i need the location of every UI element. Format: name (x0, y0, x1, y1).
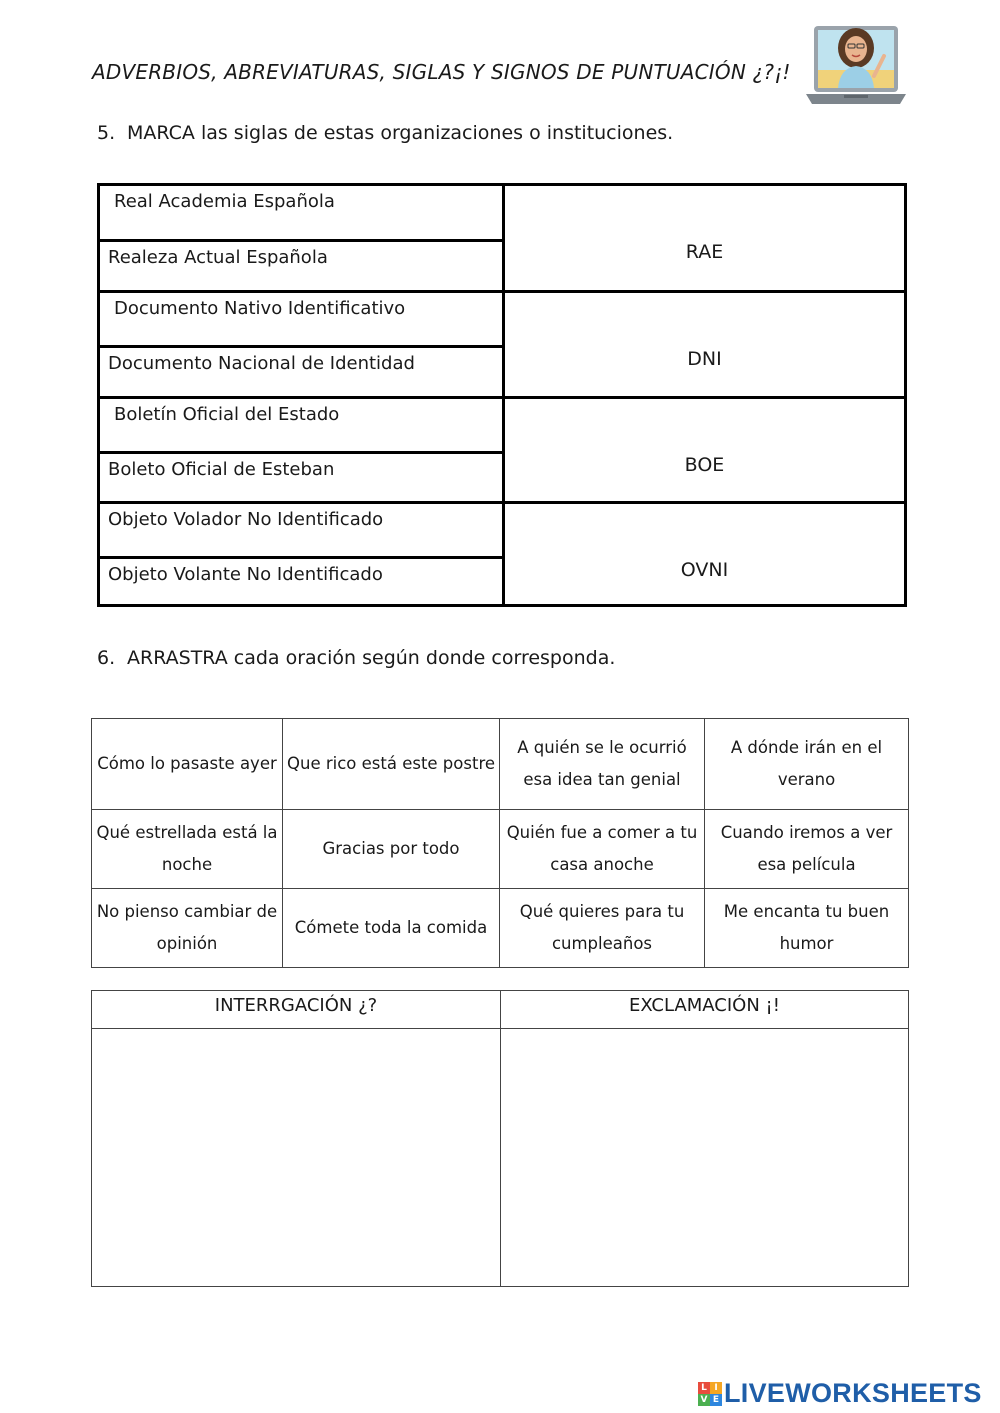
column-divider (502, 186, 505, 604)
worksheet-title: ADVERBIOS, ABREVIATURAS, SIGLAS Y SIGNOS DE PUNTUACIÓN ¿?¡! (92, 60, 791, 84)
drop-zone-interrogation[interactable] (92, 1029, 501, 1287)
option-cell[interactable]: Documento Nacional de Identidad (100, 345, 502, 397)
table-row (92, 719, 909, 810)
table-row (92, 889, 909, 968)
draggable-sentence[interactable]: A dónde irán en el verano (705, 719, 909, 810)
sentence-bank (91, 718, 909, 968)
teacher-avatar-laptop-icon (804, 16, 908, 112)
option-cell[interactable]: Objeto Volante No Identificado (100, 556, 502, 608)
option-cell[interactable]: Realeza Actual Española (100, 239, 502, 292)
draggable-sentence[interactable]: Qué quieres para tu cumpleaños (500, 889, 705, 968)
acronym-label: RAE (685, 241, 724, 263)
question-number: 6. (97, 647, 116, 669)
question-5-instruction (97, 122, 673, 144)
option-cell[interactable]: Objeto Volador No Identificado (108, 509, 384, 530)
question-6-instruction (97, 647, 615, 669)
draggable-sentence[interactable]: Cómete toda la comida (283, 889, 500, 968)
question-number: 5. (97, 122, 116, 144)
draggable-sentence[interactable]: Gracias por todo (283, 810, 500, 889)
acronym-choice-table (97, 183, 907, 607)
logo-mark-icon: L I V E (698, 1382, 722, 1406)
draggable-sentence[interactable]: Cómo lo pasaste ayer (92, 719, 283, 810)
acronym-label: DNI (687, 348, 722, 370)
draggable-sentence[interactable]: A quién se le ocurrió esa idea tan genial (500, 719, 705, 810)
instruction-text: MARCA las siglas de estas organizaciones o instituciones. (127, 122, 674, 144)
draggable-sentence[interactable]: Que rico está este postre (283, 719, 500, 810)
drop-zone-exclamation[interactable] (501, 1029, 909, 1287)
acronym-label: OVNI (680, 559, 729, 581)
classification-table (91, 990, 909, 1287)
column-header-interrogation: INTERRGACIÓN ¿? (92, 991, 501, 1029)
draggable-sentence[interactable]: Cuando iremos a ver esa película (705, 810, 909, 889)
option-cell[interactable]: Real Academia Española (114, 191, 335, 212)
liveworksheets-logo (698, 1378, 982, 1409)
draggable-sentence[interactable]: Qué estrellada está la noche (92, 810, 283, 889)
draggable-sentence[interactable]: Me encanta tu buen humor (705, 889, 909, 968)
instruction-text: ARRASTRA cada oración según donde corresponda. (127, 647, 616, 669)
table-row (92, 810, 909, 889)
option-cell[interactable]: Boletín Oficial del Estado (114, 404, 340, 425)
draggable-sentence[interactable]: No pienso cambiar de opinión (92, 889, 283, 968)
option-cell[interactable]: Documento Nativo Identificativo (114, 298, 406, 319)
logo-text: LIVEWORKSHEETS (724, 1378, 982, 1408)
column-header-exclamation: EXCLAMACIÓN ¡! (501, 991, 909, 1029)
acronym-label: BOE (684, 454, 725, 476)
draggable-sentence[interactable]: Quién fue a comer a tu casa anoche (500, 810, 705, 889)
table-header-row (92, 991, 909, 1029)
table-row (92, 1029, 909, 1287)
option-cell[interactable]: Boleto Oficial de Esteban (100, 451, 502, 503)
